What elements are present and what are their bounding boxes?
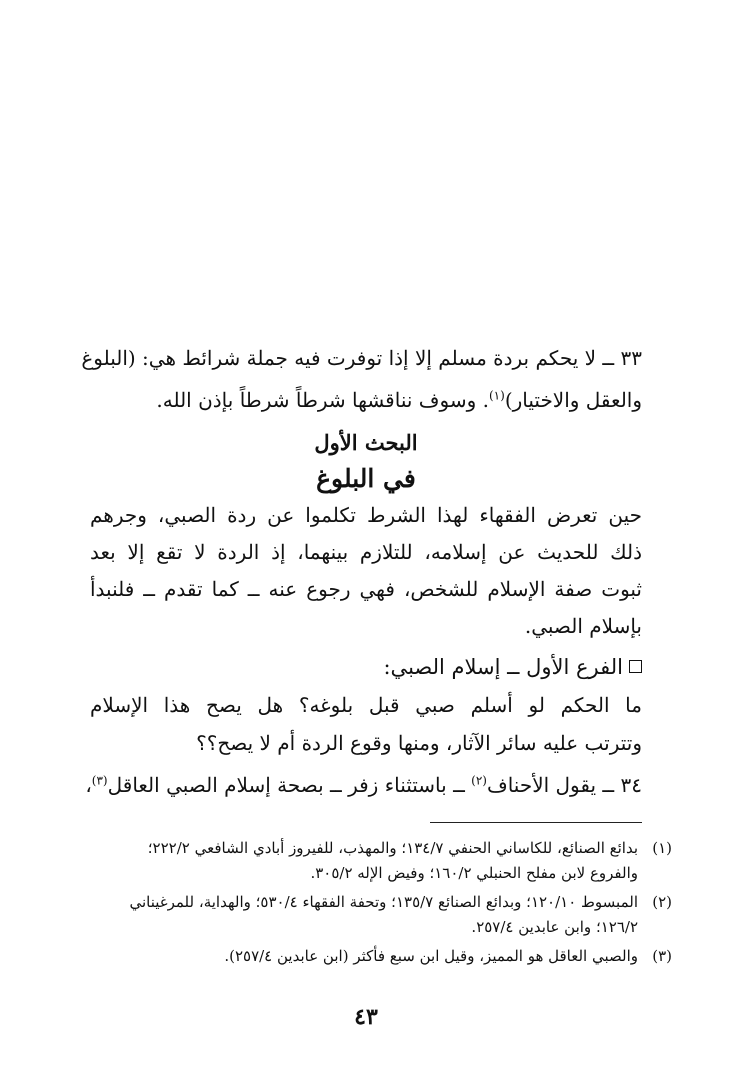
footnote-1 bbox=[90, 836, 672, 861]
paragraph-1-line-2: ذلك للحديث عن إسلامه، للتلازم بينهما، إذ الردة لا تقع إلا بعد bbox=[90, 540, 642, 564]
footnote-3-line-1: والصبي العاقل هو المميز، وقيل ابن سبع فأكثر (ابن عابدين ٢٥٧/٤). bbox=[224, 947, 638, 965]
question-line-1: ما الحكم لو أسلم صبي قبل بلوغه؟ هل يصح هذا الإسلام bbox=[90, 693, 642, 717]
paragraph-1-line-1: حين تعرض الفقهاء لهذا الشرط تكلموا عن ردة الصبي، وجرهم bbox=[90, 503, 642, 527]
section-34-text-b: ــ باستثناء زفر ــ بصحة إسلام الصبي العاقل bbox=[107, 773, 472, 797]
question-line-2: وتترتب عليه سائر الآثار، ومنها وقوع الردة أم لا يصح؟؟ bbox=[196, 731, 642, 755]
chapter-subheading: البحث الأول bbox=[314, 430, 418, 455]
footnote-ref-2[interactable]: (٢) bbox=[471, 773, 487, 788]
branch-heading bbox=[90, 652, 642, 682]
section-34-text-c: ، bbox=[85, 773, 92, 797]
footnote-2-number: (٢) bbox=[652, 893, 672, 911]
footnote-2 bbox=[90, 890, 672, 915]
footnote-ref-3[interactable]: (٣) bbox=[91, 773, 108, 788]
section-33-text-a: والعقل والاختيار) bbox=[504, 388, 642, 412]
footnote-2-line-2: ١٢٦/٢؛ وابن عابدين ٢٥٧/٤. bbox=[471, 918, 638, 936]
section-33-line-2 bbox=[90, 385, 642, 415]
branch-title: الفرع الأول ــ إسلام الصبي: bbox=[383, 655, 623, 679]
footnote-3-number: (٣) bbox=[652, 947, 672, 965]
section-34-line-1 bbox=[85, 770, 642, 800]
footnote-1-number: (١) bbox=[652, 839, 672, 857]
chapter-heading: في البلوغ bbox=[316, 464, 416, 493]
footnote-1-line-2: والفروع لابن مفلح الحنبلي ١٦٠/٢؛ وفيض الإله ٣٠٥/٢. bbox=[310, 864, 638, 882]
page-number: ٤٣ bbox=[354, 1004, 378, 1030]
footnote-2-line-1: المبسوط ١٢٠/١٠؛ وبدائع الصنائع ١٣٥/٧؛ وتحفة الفقهاء ٥٣٠/٤؛ والهداية، للمرغيناني bbox=[129, 893, 638, 911]
section-34-text-a: ٣٤ ــ يقول الأحناف bbox=[486, 773, 642, 797]
footnote-ref-1[interactable]: (١) bbox=[488, 388, 505, 403]
paragraph-1-line-3: ثبوت صفة الإسلام للشخص، فهي رجوع عنه ــ كما تقدم ــ فلنبدأ bbox=[90, 577, 642, 601]
section-33-text-b: . وسوف نناقشها شرطاً شرطاً بإذن الله. bbox=[156, 388, 489, 412]
footnote-separator bbox=[430, 822, 642, 823]
footnote-1-line-1: بدائع الصنائع، للكاساني الحنفي ١٣٤/٧؛ والمهذب، للفيروز أبادي الشافعي ٢٢٢/٢؛ bbox=[147, 839, 638, 857]
footnote-3 bbox=[90, 944, 672, 969]
paragraph-1-line-4: بإسلام الصبي. bbox=[524, 614, 642, 638]
square-bullet-icon bbox=[629, 660, 642, 673]
section-33-line-1: ٣٣ ــ لا يحكم بردة مسلم إلا إذا توفرت فيه جملة شرائط هي: (البلوغ bbox=[81, 346, 642, 370]
